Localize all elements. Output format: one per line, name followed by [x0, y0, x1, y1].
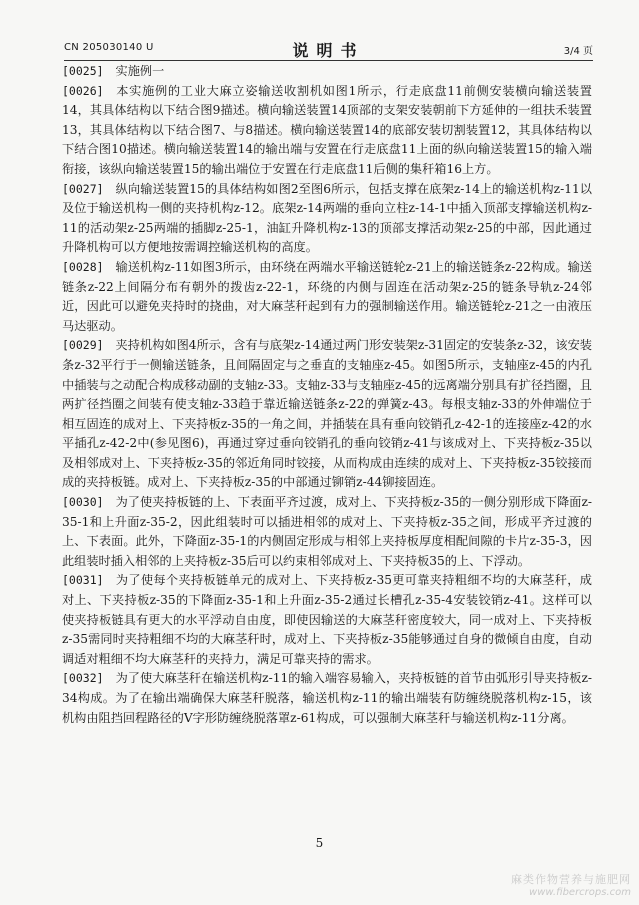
- paragraph-0027: [62, 180, 592, 258]
- paragraph-text: 输送机构z-11如图3所示，由环绕在两端水平输送链轮z-21上的输送链条z-22构成。输送链条z-22上间隔分布有朝外的拨齿z-22-1，环绕的内侧与固连在活动架z-25的链条导轨z-24邻近，因此可以避免夹持时的挠曲，对大麻茎秆起到有力的强制输送作用。输送链轮z-21之一由液压马达驱动。: [62, 259, 592, 333]
- page-number: 5: [315, 836, 324, 850]
- paragraph-0032: [62, 669, 592, 728]
- paragraph-text: 为了使大麻茎秆在输送机构z-11的输入端容易输入，夹持板链的首节由弧形引导夹持板z-34构成。为了在输出端确保大麻茎秆脱落，输送机构z-11的输出端装有防缠绕脱落机构z-15，该机构由阻挡回程路径的V字形防缠绕脱落罩z-61构成，可以强制大麻茎秆与输送机构z-11分离。: [62, 671, 592, 725]
- paragraph-tag: [0031]: [62, 573, 104, 588]
- watermark-url: www.fibercrops.com: [529, 887, 631, 898]
- paragraph-text: 纵向输送装置15的具体结构如图2至图6所示，包括支撑在底架z-14上的输送机构z-11以及位于输送机构一侧的夹持机构z-12。底架z-14两端的垂向立柱z-14-1中插入顶部支撑输送机构z-11的活动架z-25两端的插脚z-25-1，油缸升降机构z-13的顶部支撑活动架z-25的中部，因此通过升降机构可以方便地按需调控输送机构的高度。: [62, 181, 592, 255]
- paragraph-tag: [0029]: [62, 338, 104, 353]
- paragraph-tag: [0027]: [62, 181, 104, 196]
- page-count: 3/4 页: [563, 46, 593, 57]
- site-watermark: [511, 873, 631, 899]
- paragraph-0030: [62, 493, 592, 571]
- paragraph-tag: [0026]: [62, 83, 104, 98]
- page-header: [64, 38, 593, 61]
- paragraph-text: 为了使夹持板链的上、下表面平齐过渡，成对上、下夹持板z-35的一侧分别形成下降面z-35-1和上升面z-35-2，因此组装时可以插进相邻的成对上、下夹持板z-35之间，形成平齐过渡的上、下表面。此外，下降面z-35-1的内侧固定形成与相邻上夹持板厚度相配间隙的卡片z-35-3，因此组装时插入相邻的上夹持板z-35后可以约束相邻成对上、下夹持板35的上、下浮动。: [62, 495, 592, 568]
- paragraph-text: 夹持机构如图4所示，含有与底架z-14通过两门形安装架z-31固定的安装条z-32，该安装条z-32平行于一侧输送链条，且间隔固定与之垂直的支轴座z-45。如图5所示，支轴座z-45的内孔中插装与之动配合构成移动副的支轴z-33。支轴z-33与支轴座z-45的远离端分别具有扩径挡圈，且两扩径挡圈之间装有使支轴z-33趋于靠近输送链条z-22的弹簧z-43。每根支轴z-33的外伸端位于相互固连的成对上、下夹持板z-35的一角之间，并插装在具有垂向铰销孔z-42-1的连接座z-42的水平插孔z-42-2中(参见图6)，再通过穿过垂向铰销孔的垂向铰销z-41与该成对上、下夹持板z-35以及相邻成对上、下夹持板z-35的邻近角同时铰接，从而构成由连续的成对上、下夹持板z-35铰接而成的夹持板链。成对上、下夹持板z-35的中部通过铆销z-44铆接固连。: [62, 338, 592, 490]
- paragraph-0031: [62, 571, 592, 669]
- publication-number: CN 205030140 U: [64, 42, 154, 53]
- paragraph-text: 本实施例的工业大麻立姿输送收割机如图1所示，行走底盘11前侧安装横向输送装置14，其具体结构以下结合图9描述。横向输送装置14顶部的支架安装朝前下方延伸的一组扶禾装置13，其具体结构以下结合图7、与8描述。横向输送装置14的底部安装切割装置12，其具体结构以下结合图10描述。横向输送装置14的输出端与安置在行走底盘11上面的纵向输送装置15的输入端衔接，该纵向输送装置15的输出端位于安置在行走底盘11后侧的集秆箱16上方。: [62, 83, 592, 176]
- paragraph-0025: [62, 62, 592, 82]
- paragraph-text: 实施例一: [115, 64, 165, 78]
- paragraph-text: 为了使每个夹持板链单元的成对上、下夹持板z-35更可靠夹持粗细不均的大麻茎秆，成对上、下夹持板z-35的下降面z-35-1和上升面z-35-2通过长槽孔z-35-4安装铰销z-41。这样可以使夹持板链具有更大的水平浮动自由度，即使因输送的大麻茎秆密度较大，同一成对上、下夹持板z-35需同时夹持粗细不均的大麻茎秆时，成对上、下夹持板z-35能够通过自身的微倾自由度，自动调适对粗细不均大麻茎秆的夹持力，满足可靠夹持的需求。: [62, 573, 592, 666]
- paragraph-tag: [0028]: [62, 259, 104, 274]
- paragraph-tag: [0032]: [62, 671, 104, 686]
- document-body: [62, 62, 592, 728]
- paragraph-0029: [62, 336, 592, 493]
- watermark-site-name: 麻类作物营养与施肥网: [511, 873, 631, 886]
- document-title: 说明书: [292, 41, 365, 60]
- paragraph-tag: [0025]: [62, 64, 104, 78]
- paragraph-0028: [62, 258, 592, 336]
- paragraph-0026: [62, 82, 592, 180]
- paragraph-tag: [0030]: [62, 495, 104, 510]
